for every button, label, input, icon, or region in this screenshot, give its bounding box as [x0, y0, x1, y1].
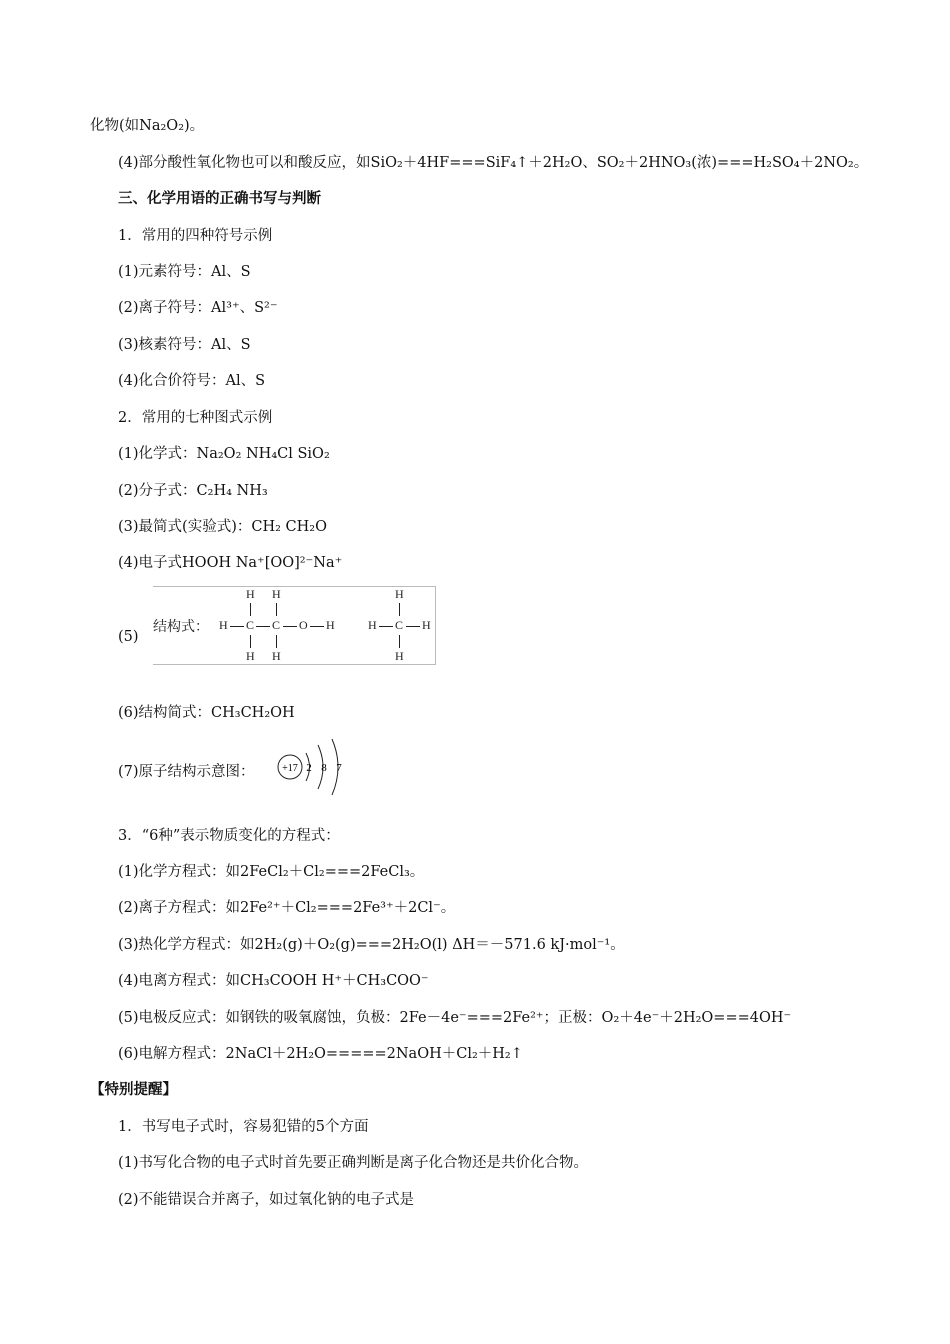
- bond: [250, 635, 251, 648]
- bond: [250, 603, 251, 616]
- text-line: (1)化学式：Na₂O₂ NH₄Cl SiO₂: [118, 446, 330, 462]
- figure-label: 结构式：: [153, 619, 209, 635]
- atom-h: H: [326, 618, 335, 632]
- text-line: (5)电极反应式：如钢铁的吸氧腐蚀，负极：2Fe－4e⁻===2Fe²⁺；正极：O₂＋4e⁻＋2H₂O===4OH⁻: [118, 1010, 792, 1026]
- structural-formula-figure: [153, 586, 436, 665]
- text-line: (4)电子式HOOH Na⁺[OO]²⁻Na⁺: [118, 555, 343, 571]
- atom-h: H: [246, 649, 255, 663]
- nucleus-charge: +17: [282, 763, 298, 774]
- atom-h: H: [272, 649, 281, 663]
- bond: [406, 626, 420, 627]
- text-line: 2．常用的七种图式示例: [118, 410, 273, 426]
- atom-h: H: [246, 587, 255, 601]
- text-line: (6)电解方程式：2NaCl＋2H₂O=====2NaOH＋Cl₂＋H₂↑: [118, 1046, 523, 1062]
- text-line: (5): [118, 629, 139, 645]
- atom-shells-graphic: [276, 737, 346, 797]
- callout-heading: 【特别提醒】: [90, 1081, 177, 1098]
- text-line: (2)离子符号：Al³⁺、S²⁻: [118, 300, 278, 316]
- bond: [283, 626, 297, 627]
- text-line: (2)不能错误合并离子，如过氧化钠的电子式是: [118, 1192, 415, 1208]
- text-line: (1)元素符号：Al、S: [118, 264, 251, 280]
- text-line: (1)化学方程式：如2FeCl₂＋Cl₂===2FeCl₃。: [118, 864, 425, 880]
- bond: [276, 635, 277, 648]
- atom-c: C: [395, 618, 404, 632]
- text-line: 1．常用的四种符号示例: [118, 228, 273, 244]
- section-heading: 三、化学用语的正确书写与判断: [118, 190, 321, 207]
- shell-electrons: 2: [306, 762, 312, 774]
- bond: [276, 603, 277, 616]
- text-line: 1．书写电子式时，容易犯错的5个方面: [118, 1119, 369, 1135]
- atom-h: H: [272, 587, 281, 601]
- bond: [230, 626, 244, 627]
- bond: [399, 635, 400, 648]
- shell-electrons: 7: [336, 762, 342, 774]
- text-line: (7)原子结构示意图：: [118, 764, 255, 780]
- atom-h: H: [422, 618, 431, 632]
- atom-structure-diagram: [276, 737, 346, 797]
- atom-c: C: [246, 618, 255, 632]
- text-line: (4)化合价符号：Al、S: [118, 373, 266, 389]
- atom-h: H: [395, 649, 404, 663]
- text-line: (1)书写化合物的电子式时首先要正确判断是离子化合物还是共价化合物。: [118, 1155, 589, 1171]
- atom-h: H: [368, 618, 377, 632]
- bond: [256, 626, 270, 627]
- text-line: 化物(如Na₂O₂)。: [90, 118, 205, 134]
- bond: [379, 626, 393, 627]
- text-line: (3)热化学方程式：如2H₂(g)＋O₂(g)===2H₂O(l) ΔH＝－571.6 kJ·mol⁻¹。: [118, 937, 625, 953]
- text-line: (3)最简式(实验式)：CH₂ CH₂O: [118, 519, 327, 535]
- shell-electrons: 8: [321, 762, 327, 774]
- atom-h: H: [219, 618, 228, 632]
- text-line: 3．“6种”表示物质变化的方程式：: [118, 828, 340, 844]
- bond: [399, 603, 400, 616]
- text-line: (2)离子方程式：如2Fe²⁺＋Cl₂===2Fe³⁺＋2Cl⁻。: [118, 900, 456, 916]
- text-line: (3)核素符号：Al、S: [118, 337, 251, 353]
- text-line: (2)分子式：C₂H₄ NH₃: [118, 483, 268, 499]
- atom-o: O: [299, 618, 308, 632]
- text-line: (4)电离方程式：如CH₃COOH H⁺＋CH₃COO⁻: [118, 973, 429, 989]
- atom-c: C: [272, 618, 281, 632]
- text-line: (6)结构简式：CH₃CH₂OH: [118, 705, 295, 721]
- atom-h: H: [395, 587, 404, 601]
- bond: [310, 626, 324, 627]
- text-line: (4)部分酸性氧化物也可以和酸反应，如SiO₂＋4HF===SiF₄↑＋2H₂O、SO₂＋2HNO₃(浓)===H₂SO₄＋2NO₂。: [118, 155, 869, 171]
